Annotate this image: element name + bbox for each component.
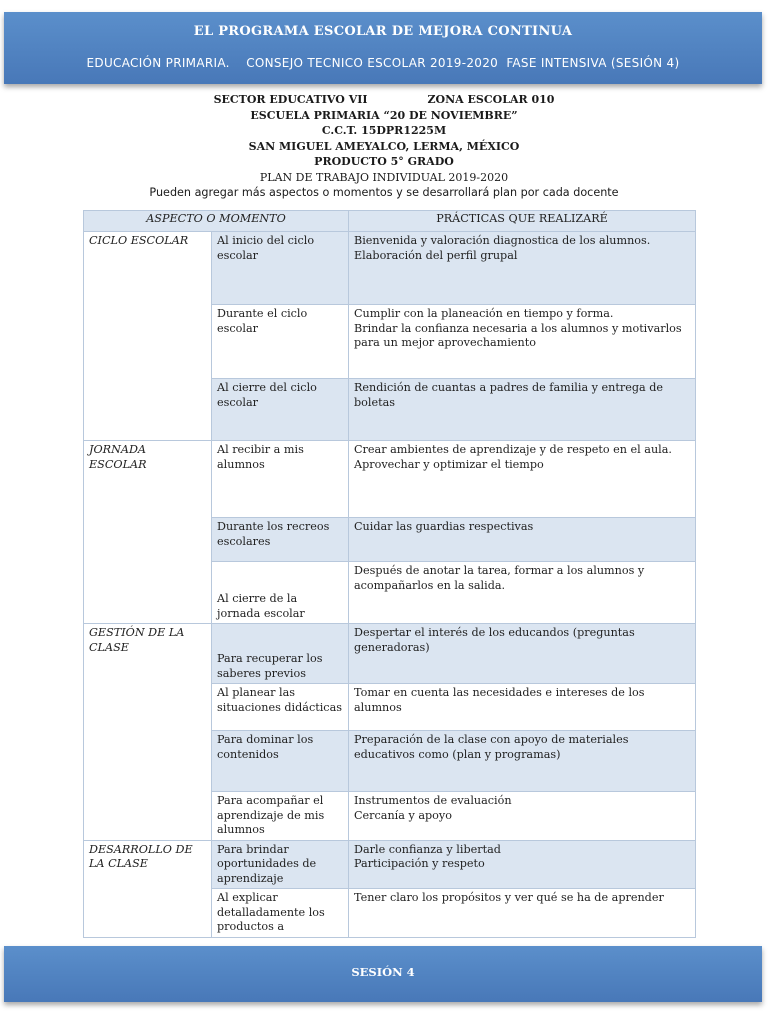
practice-line: Brindar la confianza necesaria a los alumnos y motivarlos para un mejor aprovechamiento <box>354 321 682 349</box>
school-location: SAN MIGUEL AMEYALCO, LERMA, MÉXICO <box>248 139 520 153</box>
moment-cell: Durante los recreos escolares <box>212 518 349 562</box>
moment-cell: Para dominar los contenidos <box>212 731 349 792</box>
work-plan-table <box>83 210 696 938</box>
practice-line: Darle confianza y libertad <box>354 842 501 856</box>
aspect-cell: JORNADA ESCOLAR <box>84 441 212 624</box>
aspect-column-header: ASPECTO O MOMENTO <box>84 211 349 232</box>
practice-cell <box>349 518 696 562</box>
program-title: EL PROGRAMA ESCOLAR DE MEJORA CONTINUA <box>193 24 573 39</box>
practice-line: Instrumentos de evaluación <box>354 794 512 807</box>
moment-cell: Al planear las situaciones didácticas <box>212 684 349 731</box>
moment-cell: Para acompañar el aprendizaje de mis alumnos <box>212 792 349 841</box>
practice-line: Crear ambientes de aprendizaje y de respeto en el aula. <box>354 443 672 456</box>
practice-cell <box>349 840 696 889</box>
practice-cell <box>349 232 696 305</box>
practice-cell <box>349 684 696 731</box>
aspect-cell: GESTIÓN DE LA CLASE <box>84 624 212 841</box>
practice-line: Tener claro los propósitos y ver qué se ha de aprender <box>354 891 664 904</box>
practice-line: Participación y respeto <box>354 857 485 870</box>
practice-cell <box>349 305 696 379</box>
moment-cell: Para recuperar los saberes previos <box>212 624 349 684</box>
moment-cell: Para brindar oportunidades de aprendizaje <box>212 840 349 889</box>
table-row <box>84 840 696 889</box>
moment-cell: Al recibir a mis alumnos <box>212 441 349 518</box>
zona-label: ZONA ESCOLAR 010 <box>427 93 555 106</box>
practice-line: Preparación de la clase con apoyo de materiales educativos como (plan y programas) <box>354 733 629 761</box>
moment-cell: Durante el ciclo escolar <box>212 305 349 379</box>
practice-line: Tomar en cuenta las necesidades e intereses de los alumnos <box>354 686 645 714</box>
session-label: SESIÓN 4 <box>351 965 415 979</box>
practice-line: Bienvenida y valoración diagnostica de los alumnos. <box>354 234 651 247</box>
bottom-banner <box>4 946 762 1002</box>
table-row <box>84 232 696 305</box>
practice-line: Cumplir con la planeación en tiempo y forma. <box>354 307 614 320</box>
table-row <box>84 441 696 518</box>
practice-line: Después de anotar la tarea, formar a los alumnos y acompañarlos en la salida. <box>354 564 645 592</box>
practices-column-header: PRÁCTICAS QUE REALIZARÉ <box>349 211 696 232</box>
moment-cell: Al cierre del ciclo escolar <box>212 379 349 441</box>
practice-cell <box>349 624 696 684</box>
cct-code: C.C.T. 15DPR1225M <box>321 124 447 137</box>
moment-cell: Al cierre de la jornada escolar <box>212 562 349 624</box>
practice-cell <box>349 562 696 624</box>
program-subtitle: EDUCACIÓN PRIMARIA. CONSEJO TECNICO ESCOLAR 2019-2020 FASE INTENSIVA (SESIÓN 4) <box>86 56 680 70</box>
plan-title: PLAN DE TRABAJO INDIVIDUAL 2019-2020 <box>259 170 509 184</box>
practice-line: Aprovechar y optimizar el tiempo <box>354 457 544 471</box>
table-row <box>84 624 696 684</box>
aspect-cell: CICLO ESCOLAR <box>84 232 212 441</box>
moment-cell: Al inicio del ciclo escolar <box>212 232 349 305</box>
moment-cell: Al explicar detalladamente los productos a <box>212 889 349 938</box>
plan-note: Pueden agregar más aspectos o momentos y se desarrollará plan por cada docente <box>149 186 619 199</box>
practice-cell <box>349 792 696 841</box>
practice-line: Cuidar las guardias respectivas <box>354 520 534 533</box>
school-name: ESCUELA PRIMARIA “20 DE NOVIEMBRE” <box>250 108 518 122</box>
aspect-cell: DESARROLLO DE LA CLASE <box>84 840 212 937</box>
school-header <box>0 92 768 201</box>
practice-line: Rendición de cuantas a padres de familia y entrega de boletas <box>354 381 664 409</box>
table-header-row <box>84 211 696 232</box>
practice-cell <box>349 379 696 441</box>
top-banner <box>4 12 762 84</box>
practice-cell <box>349 441 696 518</box>
practice-cell <box>349 731 696 792</box>
sector-label: SECTOR EDUCATIVO VII <box>213 93 368 106</box>
practice-line: Despertar el interés de los educandos (preguntas generadoras) <box>354 626 635 654</box>
practice-line: Elaboración del perfil grupal <box>354 248 518 262</box>
practice-cell <box>349 889 696 938</box>
sector-zona-line <box>0 92 768 108</box>
practice-line: Cercanía y apoyo <box>354 808 452 822</box>
product-grade: PRODUCTO 5° GRADO <box>314 155 454 168</box>
